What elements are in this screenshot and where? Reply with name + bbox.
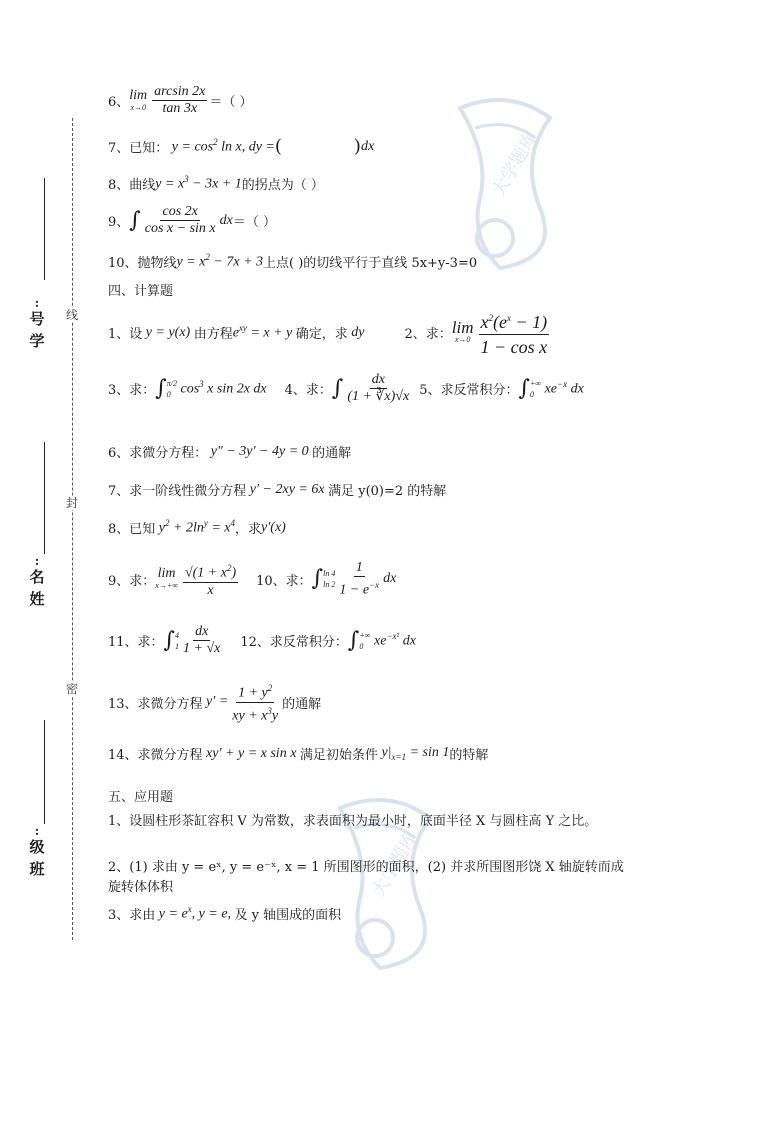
fraction: $\frac{1 + y^2}{xy + x^3y}$ [230, 680, 280, 724]
class-label: : 级 班 [29, 824, 45, 878]
application-3: 3、求由 $y = e^x$, y = e, 及 y 轴围成的面积 [108, 904, 342, 923]
seal-char-seal: 封 [66, 496, 79, 510]
fraction: $\frac{√(1 + x^2)}{x}$ [183, 560, 238, 599]
watermark-text-bottom: 大学题库 [368, 827, 423, 901]
section-4-heading: 四、计算题 [108, 284, 174, 299]
watermark-logo-top [440, 88, 570, 278]
question-10: 10、抛物线 $y = x^2 - 7x + 3$ 上点( )的切线平行于直线 5x+y-3=0 [108, 252, 478, 271]
calc-11-12: 11、求： ∫ 4 1 $\frac{dx}{1 + √x}$ 12、求反常积分： ∫ +∞ 0 $xe^{-x^2}$ dx [108, 624, 416, 656]
fraction: $\frac{1}{1 - e^{-x}}$ [339, 560, 380, 598]
integral-sign: ∫ [163, 627, 176, 653]
fraction: $\frac{\cos 2x}{\text{cos x − sin x}}$ [144, 204, 216, 236]
fraction: $\frac{x^2(e^x - 1)}{\text{1 − cos x}}$ [479, 306, 550, 359]
question-6: 6、 lim x→0 $\frac{\arcsin 2x}{\tan 3x}$ ＝（ ） [108, 84, 253, 116]
integral-sign: ∫ [347, 627, 360, 653]
calc-3-4-5: 3、求： ∫ π/2 0 $\cos^3 x$ sin 2x dx 4、求： ∫ $\frac{dx}{(1 + ∛x)√x}$ 5、求反常积分： ∫ +∞ 0 $xe^{-x}$ dx [108, 372, 584, 404]
formula: $y = x^2 - 7x + 3$ [176, 252, 264, 270]
answer-blank: ＝（ ） [232, 215, 276, 230]
student-id-label: : 号 学 [29, 296, 45, 350]
watermark-text-top: 大学题库 [488, 127, 543, 201]
limit-symbol: lim x→0 [129, 87, 148, 112]
name-label: : 名 姓 [29, 554, 45, 608]
section-5-heading: 五、应用题 [108, 790, 174, 805]
calc-1-2: 1、设 y = y(x) 由方程 $e^{xy} = x + y$ 确定，求 dy 2、求： lim x→0 $\frac{x^2(e^x - 1)}{\text{1 − cos x}}$ [108, 306, 551, 359]
class-line [44, 720, 45, 824]
integral-sign: ∫ [155, 375, 167, 401]
seal-char-line: 线 [66, 308, 79, 322]
application-1: 1、设圆柱形茶缸容积 V 为常数，求表面积为最小时，底面半径 X 与圆柱高 Y 之比。 [108, 814, 598, 829]
calc-14: 14、求微分方程 xy′ + y = x sin x 满足初始条件 $y|_{x=1} = \sin 1$ 的特解 [108, 745, 489, 763]
integral-sign: ∫ [311, 566, 324, 592]
name-line [44, 442, 45, 554]
formula: $y = x^3 - 3x + 1$ [155, 174, 242, 192]
calc-9-10: 9、求： lim x→+∞ $\frac{√(1 + x^2)}{x}$ 10、求： ∫ ln 4 ln 2 $\frac{1}{1 - e^{-x}}$ dx [108, 560, 397, 598]
calc-7: 7、求一阶线性微分方程 y′ − 2xy = 6x 满足 y(0)=2 的特解 [108, 481, 447, 499]
fraction: $\frac{dx}{(1 + ∛x)√x}$ [347, 372, 410, 404]
calc-13: 13、求微分方程 y′ = $\frac{1 + y^2}{xy + x^3y}$ 的通解 [108, 680, 321, 724]
integral-sign: ∫ [129, 207, 141, 233]
seal-char-secret: 密 [66, 682, 79, 696]
question-9: 9、 ∫ $\frac{\cos 2x}{\text{cos x − sin x}}$ dx ＝（ ） [108, 204, 276, 236]
fraction: $\frac{dx}{1 + √x}$ [183, 624, 221, 656]
student-id-line [44, 178, 45, 280]
fraction: $\frac{\arcsin 2x}{\tan 3x}$ [154, 84, 206, 116]
formula: $y = \cos^2 \ln x$, dy = [168, 137, 275, 155]
limit-symbol: lim x→0 [451, 317, 474, 344]
binding-dashed-line [72, 118, 73, 940]
question-7: 7、已知： $y = \cos^2 \ln x$, dy = ( ) dx [108, 136, 375, 157]
limit-symbol: lim x→+∞ [155, 566, 178, 591]
answer-blank: ( [274, 136, 282, 157]
calc-8: 8、已知 $y^2 + 2\ln^y = x^4$ ，求 y′(x) [108, 518, 286, 537]
answer-blank: ＝（ ） [209, 95, 253, 110]
question-8: 8、曲线 $y = x^3 - 3x + 1$ 的拐点为（ ） [108, 174, 324, 193]
integral-sign: ∫ [331, 375, 344, 401]
integral-sign: ∫ [518, 375, 530, 401]
application-2: 2、(1) 求由 y = eˣ, y = e⁻ˣ, x = 1 所围图形的面积，(2) 并求所围图形饶 X 轴旋转而成旋转体体积 [108, 860, 624, 895]
calc-6: 6、求微分方程： y″ − 3y′ − 4y = 0 的通解 [108, 443, 352, 461]
